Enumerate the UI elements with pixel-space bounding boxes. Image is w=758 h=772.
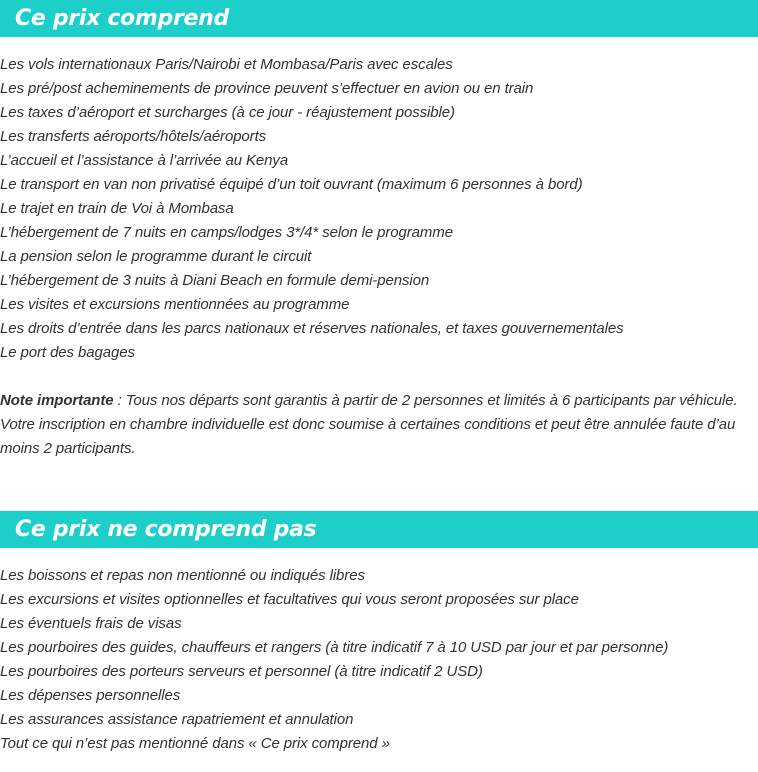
included-list-item: Les droits d’entrée dans les parcs nationaux et réserves nationales, et taxes gouvernementales	[0, 320, 624, 337]
excluded-list-item: Les éventuels frais de visas	[0, 615, 182, 632]
included-list-item: La pension selon le programme durant le circuit	[0, 248, 312, 265]
included-section-header	[0, 0, 758, 37]
excluded-list-item: Les boissons et repas non mentionné ou indiqués libres	[0, 567, 365, 584]
excluded-list-item: Les dépenses personnelles	[0, 687, 181, 704]
excluded-list-item: Les pourboires des porteurs serveurs et personnel (à titre indicatif 2 USD)	[0, 663, 483, 680]
excluded-list-item: Les pourboires des guides, chauffeurs et rangers (à titre indicatif 7 à 10 USD par jour et par personne)	[0, 639, 669, 656]
included-list-item: Le transport en van non privatisé équipé d’un toit ouvrant (maximum 6 personnes à bord)	[0, 176, 583, 193]
excluded-list-item: Tout ce qui n’est pas mentionné dans « Ce prix comprend »	[0, 735, 390, 752]
excluded-section-header	[0, 511, 758, 548]
included-list-item: L’hébergement de 3 nuits à Diani Beach en formule demi-pension	[0, 272, 430, 289]
important-note-text: : Tous nos départs sont garantis à partir de 2 personnes et limités à 6 participants par véhicule. Votre inscription en chambre individuelle est donc soumise à certaines conditions et peut être annulée faute d’au moins 2 participants.	[0, 392, 738, 457]
included-list-item: Les visites et excursions mentionnées au programme	[0, 296, 350, 313]
included-section-title: Ce prix comprend	[15, 5, 229, 31]
included-list	[0, 53, 623, 365]
included-list-item: L’hébergement de 7 nuits en camps/lodges 3*/4* selon le programme	[0, 224, 453, 241]
included-list-item: Les taxes d’aéroport et surcharges (à ce jour - réajustement possible)	[0, 104, 455, 121]
included-list-item: Les pré/post acheminements de province peuvent s’effectuer en avion ou en train	[0, 80, 534, 97]
included-list-item: Les vols internationaux Paris/Nairobi et Mombasa/Paris avec escales	[0, 56, 453, 73]
excluded-section-title: Ce prix ne comprend pas	[15, 516, 317, 542]
excluded-list-item: Les assurances assistance rapatriement et annulation	[0, 711, 354, 728]
included-list-item: Le trajet en train de Voi à Mombasa	[0, 200, 234, 217]
included-list-item: Les transferts aéroports/hôtels/aéroports	[0, 128, 267, 145]
important-note-label: Note importante	[0, 392, 114, 409]
excluded-list-item: Les excursions et visites optionnelles et facultatives qui vous seront proposées sur place	[0, 591, 579, 608]
included-list-item: L’accueil et l’assistance à l’arrivée au Kenya	[0, 152, 289, 169]
included-list-item: Le port des bagages	[0, 344, 135, 361]
important-note	[0, 389, 752, 461]
excluded-list	[0, 564, 668, 756]
